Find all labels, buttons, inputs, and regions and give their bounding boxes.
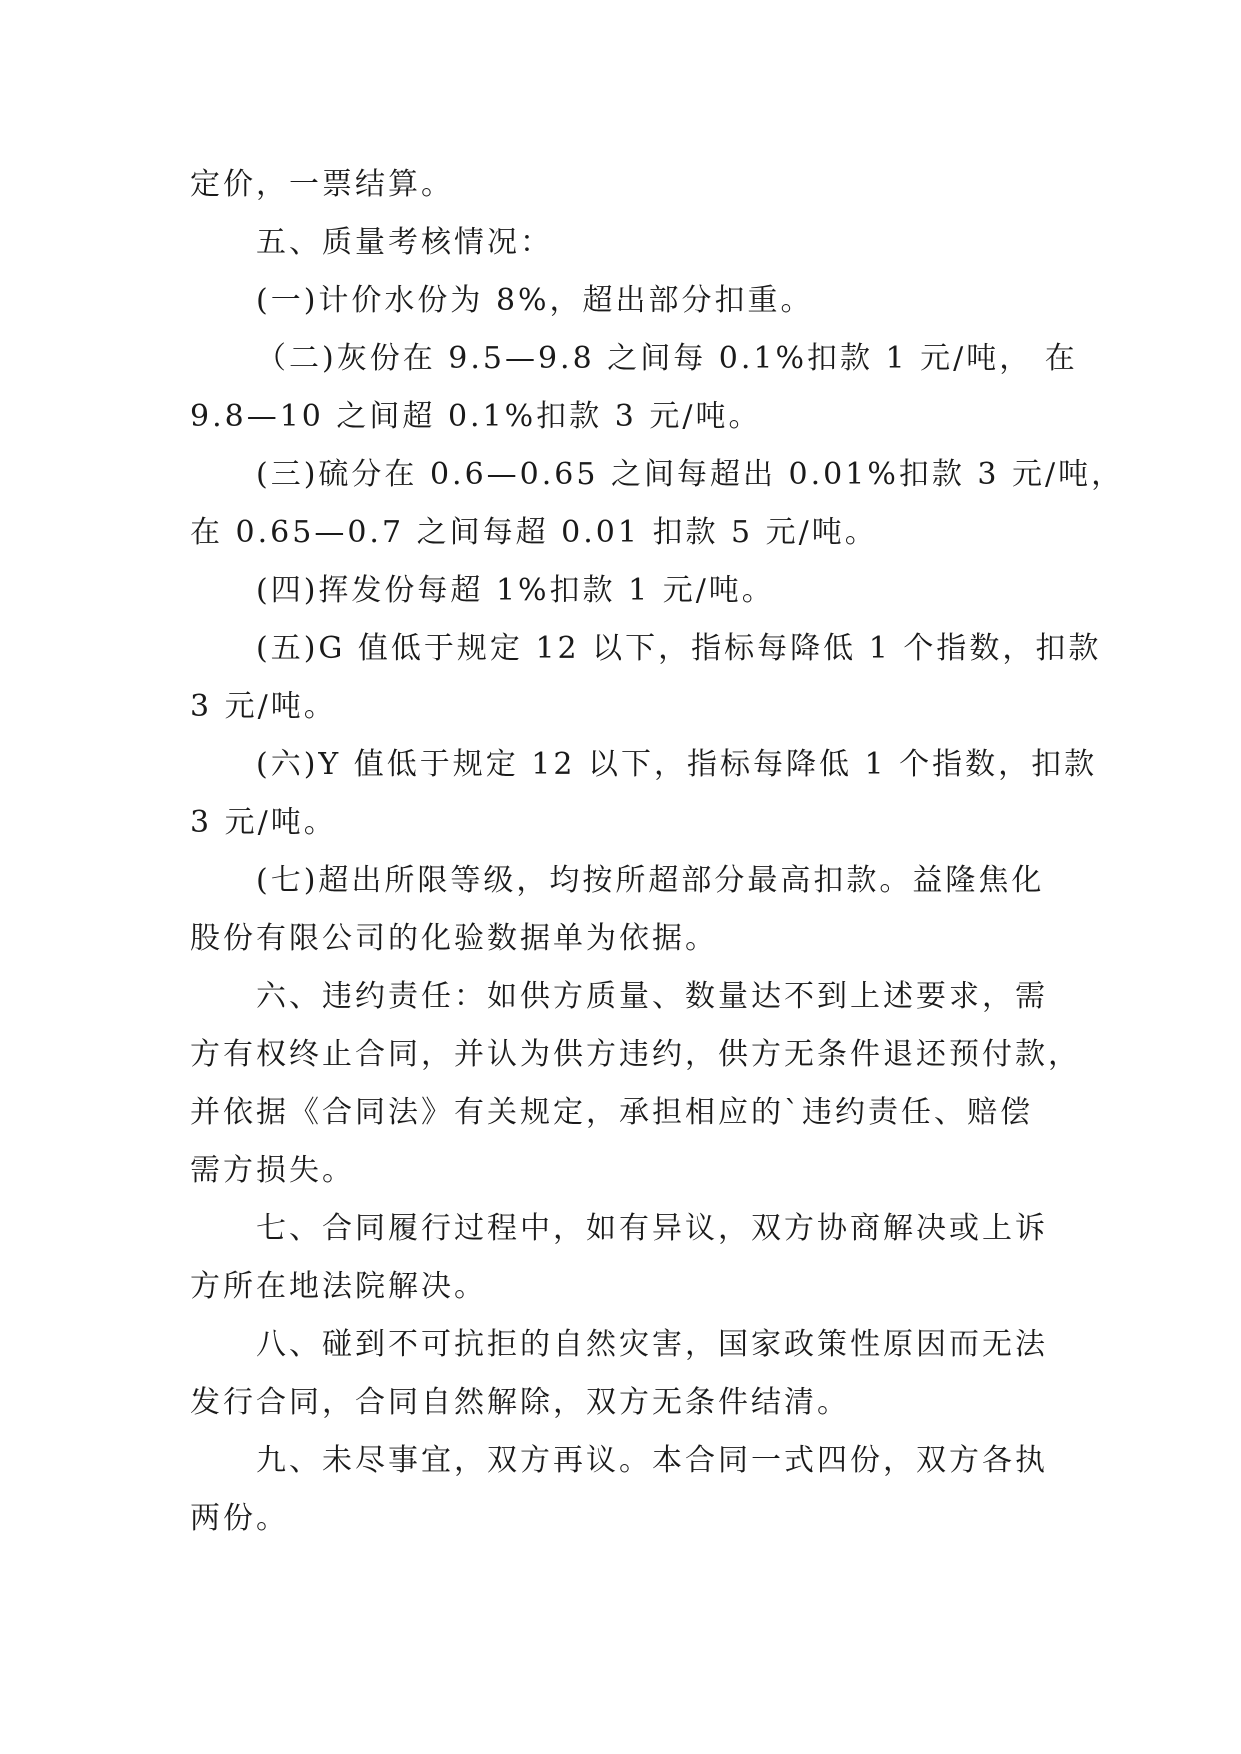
text-line: 定价，一票结算。 [190, 167, 454, 202]
text-line: 需方损失。 [190, 1153, 355, 1188]
text-line: 9.8—10 之间超 0.1%扣款 3 元/吨。 [190, 399, 762, 434]
text-line: 八、碰到不可抗拒的自然灾害，国家政策性原因而无法 [256, 1327, 1048, 1362]
text-line: 3 元/吨。 [190, 689, 337, 724]
document-page [190, 156, 1125, 1548]
text-line: (六)Y 值低于规定 12 以下，指标每降低 1 个指数，扣款 [256, 747, 1098, 782]
text-line: 九、未尽事宜，双方再议。本合同一式四份，双方各执 [256, 1443, 1048, 1478]
text-line: (五)G 值低于规定 12 以下，指标每降低 1 个指数，扣款 [256, 631, 1102, 666]
text-line: 六、违约责任：如供方质量、数量达不到上述要求，需 [256, 979, 1048, 1014]
text-line: 发行合同，合同自然解除，双方无条件结清。 [190, 1385, 850, 1420]
text-line: (三)硫分在 0.6—0.65 之间每超出 0.01%扣款 3 元/吨， [256, 457, 1125, 492]
text-line: (一)计价水份为 8%，超出部分扣重。 [256, 283, 814, 318]
text-line: 方有权终止合同，并认为供方违约，供方无条件退还预付款， [190, 1037, 1081, 1072]
text-line: 在 0.65—0.7 之间每超 0.01 扣款 5 元/吨。 [190, 515, 878, 550]
text-line: 并依据《合同法》有关规定，承担相应的`违约责任、赔偿 [190, 1095, 1033, 1130]
text-line: (四)挥发份每超 1%扣款 1 元/吨。 [256, 573, 775, 608]
text-line: （二)灰份在 9.5—9.8 之间每 0.1%扣款 1 元/吨， 在 [256, 341, 1078, 376]
text-line: 股份有限公司的化验数据单为依据。 [190, 921, 718, 956]
text-line: 两份。 [190, 1501, 289, 1536]
text-line: (七)超出所限等级，均按所超部分最高扣款。益隆焦化 [256, 863, 1045, 898]
text-line: 五、质量考核情况： [256, 225, 553, 260]
text-line: 3 元/吨。 [190, 805, 337, 840]
text-line: 七、合同履行过程中，如有异议，双方协商解决或上诉 [256, 1211, 1048, 1246]
text-line: 方所在地法院解决。 [190, 1269, 487, 1304]
